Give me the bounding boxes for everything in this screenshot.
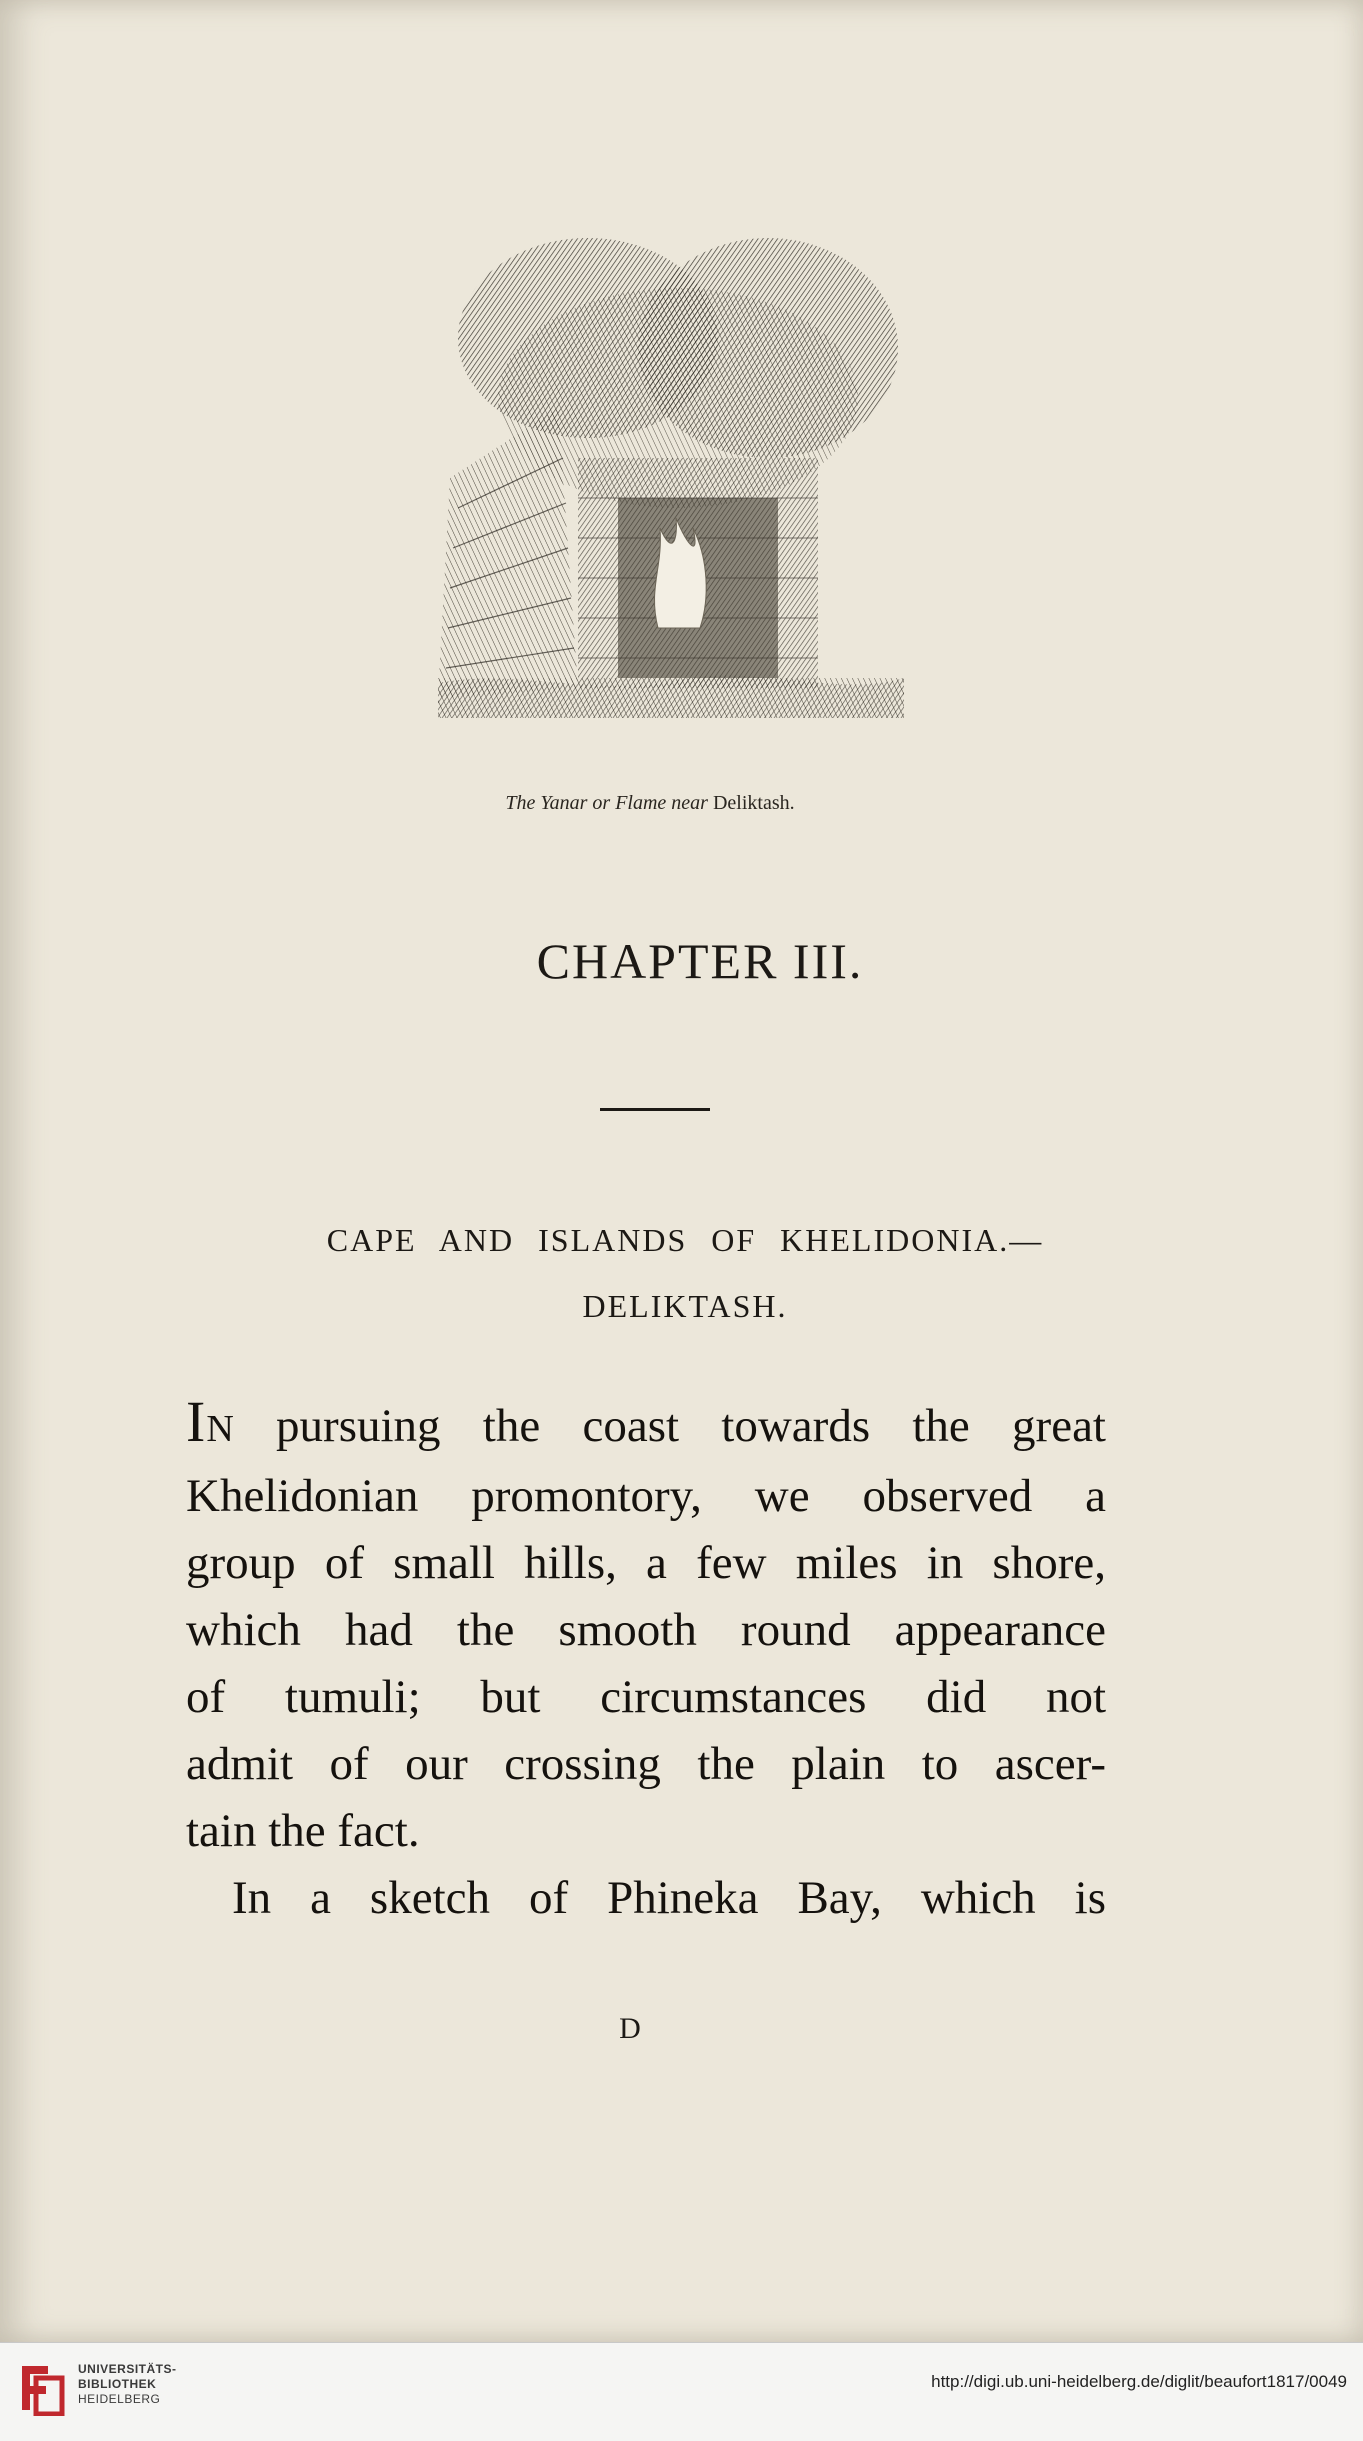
body-line-6: admit of our crossing the plain to ascer- <box>186 1738 1106 1790</box>
body-line-3: group of small hills, a few miles in shore, <box>186 1537 1106 1589</box>
chapter-rule <box>600 1108 710 1111</box>
caption-italic: The Yanar or Flame near <box>505 792 708 814</box>
chapter-subtitle-line1: CAPE AND ISLANDS OF KHELIDONIA.— <box>326 1222 1044 1258</box>
body-text <box>186 1388 1106 1932</box>
library-name: UNIVERSITÄTS- BIBLIOTHEK HEIDELBERG <box>78 2362 177 2406</box>
library-logo-icon <box>18 2360 66 2416</box>
body-line-4: which had the smooth round appearance <box>186 1604 1106 1656</box>
body-line-7: tain the fact. <box>186 1805 420 1857</box>
caption-roman: Deliktash. <box>712 792 795 814</box>
source-url-link[interactable]: http://digi.ub.uni-heidelberg.de/diglit/beaufort1817/0049 <box>931 2372 1347 2391</box>
body-line-1: IN pursuing the coast towards the great <box>186 1389 1106 1454</box>
engraving-flame-illustration <box>438 228 904 736</box>
body-line-2: Khelidonian promontory, we observed a <box>186 1470 1106 1522</box>
body-line-8: In a sketch of Phineka Bay, which is <box>232 1872 1106 1924</box>
signature-mark: D <box>619 2012 641 2045</box>
smallcap: N <box>206 1408 234 1450</box>
chapter-subtitle-line2: DELIKTASH. <box>582 1288 788 1324</box>
dropcap: I <box>186 1389 207 1454</box>
illustration-caption <box>300 792 1000 815</box>
chapter-heading: CHAPTER III. <box>536 933 864 989</box>
body-line-5: of tumuli; but circumstances did not <box>186 1671 1106 1723</box>
